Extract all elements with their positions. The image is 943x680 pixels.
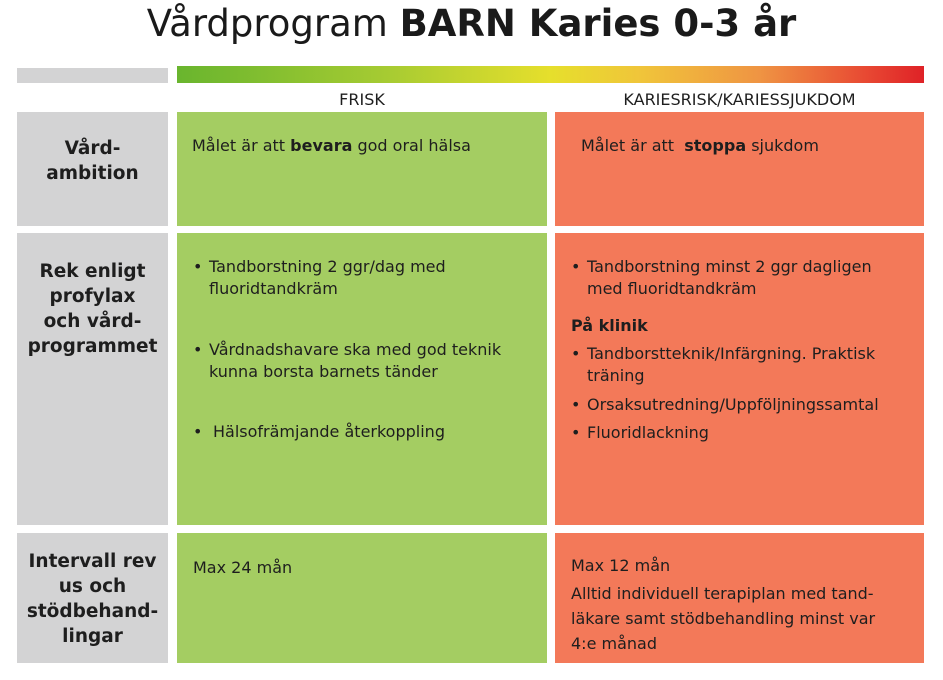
goal-text-pre: Målet är att — [192, 136, 291, 155]
interval-value: Max 12 mån — [571, 556, 671, 575]
bullet-icon: • — [571, 257, 581, 276]
cell-interval-frisk — [177, 533, 547, 663]
row-label-line: ambition — [46, 163, 139, 184]
bullet-icon: • — [193, 257, 203, 276]
risk-gradient-bar — [177, 66, 924, 83]
title-bold: BARN Karies 0-3 år — [399, 2, 797, 45]
list-item: • Tandborstning 2 ggr/dag med fluoridtandkräm — [193, 257, 446, 298]
list-item: • Hälsofrämjande återkoppling — [193, 422, 445, 441]
row-label-line: Vård- — [64, 138, 121, 159]
row-label-ambition — [17, 112, 168, 226]
row-label-prophylax — [17, 233, 168, 525]
bullet-icon: • — [193, 340, 203, 359]
cell-prophylax-frisk — [177, 233, 547, 525]
cell-prophylax-risk — [555, 233, 924, 525]
label-column-strip — [17, 68, 168, 83]
goal-keyword: bevara — [290, 136, 353, 155]
cell-ambition-frisk — [177, 112, 547, 226]
row-label-line: Intervall rev — [28, 551, 157, 572]
list-item: • Vårdnadshavare ska med god teknik kunna borsta barnets tänder — [193, 340, 502, 381]
page-title — [0, 2, 943, 46]
bullet-icon: • — [571, 423, 581, 442]
row-label-line: stödbehand- — [26, 601, 159, 622]
goal-text — [581, 135, 819, 157]
bullet-icon: • — [571, 344, 581, 363]
list-item: • Tandborstteknik/Infärgning. Praktisk träning — [571, 344, 876, 385]
cell-interval-risk — [555, 533, 924, 663]
clinic-heading: På klinik — [571, 316, 648, 335]
row-label-line: profylax — [49, 286, 136, 307]
interval-description: Alltid individuell terapiplan med tand- läkare samt stödbehandling minst var 4:e månad — [571, 584, 876, 653]
column-header-frisk: FRISK — [339, 90, 385, 109]
list-item: • Orsaksutredning/Uppföljningssamtal — [571, 395, 879, 414]
title-regular: Vårdprogram — [146, 2, 388, 45]
row-label-interval — [17, 533, 168, 663]
column-header-risk: KARIESRISK/KARIESSJUKDOM — [623, 90, 856, 109]
row-label-line: us och — [58, 576, 127, 597]
row-label-line: programmet — [27, 336, 158, 357]
goal-text — [192, 135, 471, 157]
bullet-icon: • — [193, 422, 203, 441]
row-label-line: lingar — [62, 626, 123, 647]
list-item: • Fluoridlackning — [571, 423, 709, 442]
row-label-line: Rek enligt — [39, 261, 146, 282]
cell-ambition-risk — [555, 112, 924, 226]
list-item: • Tandborstning minst 2 ggr dagligen med fluoridtandkräm — [571, 257, 872, 298]
bullet-icon: • — [571, 395, 581, 414]
goal-text-pre: Målet är att — [581, 136, 685, 155]
row-label-line: och vård- — [43, 311, 142, 332]
goal-text-post: god oral hälsa — [352, 136, 471, 155]
goal-keyword: stoppa — [684, 136, 747, 155]
interval-value: Max 24 mån — [193, 558, 293, 577]
goal-text-post: sjukdom — [746, 136, 819, 155]
